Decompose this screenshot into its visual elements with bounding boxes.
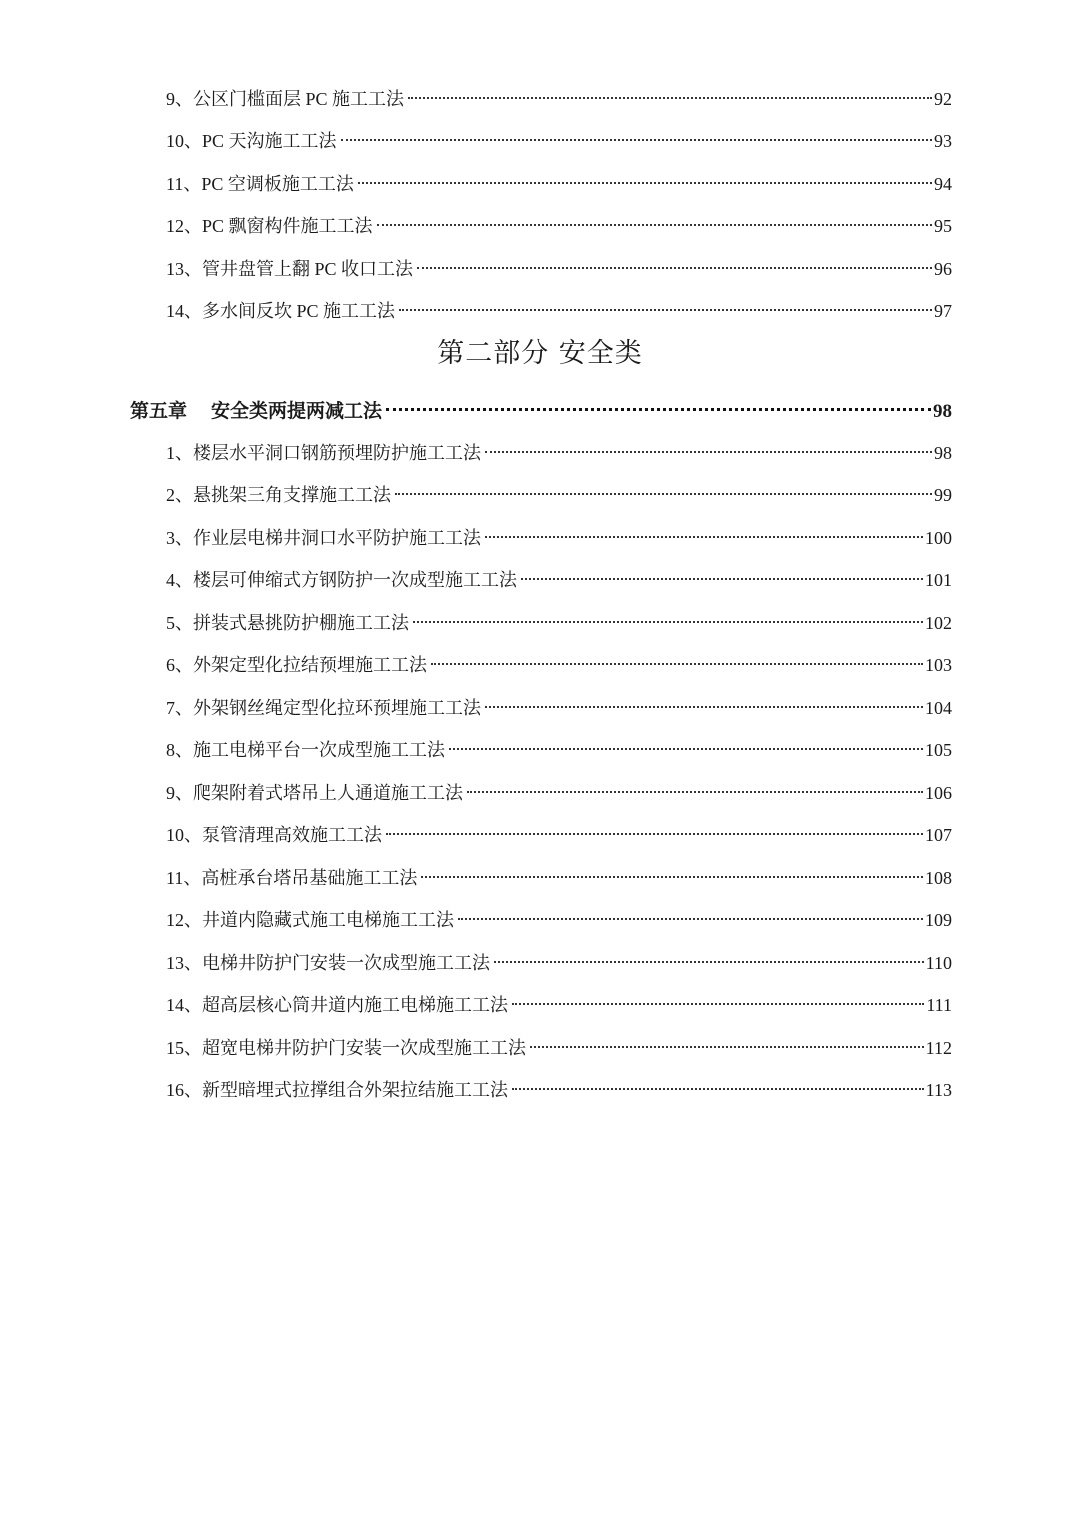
toc-entry-page: 106 [925, 783, 952, 803]
toc-entry[interactable] [166, 690, 952, 720]
toc-entry-title: 8、施工电梯平台一次成型施工工法 [166, 740, 445, 760]
dot-leader [408, 81, 932, 105]
toc-entry-page: 94 [934, 174, 952, 194]
dot-leader [399, 293, 932, 317]
toc-entry-page: 102 [925, 613, 952, 633]
toc-entry[interactable] [166, 435, 952, 465]
toc-entry-page: 96 [934, 259, 952, 279]
toc-entry[interactable] [166, 732, 952, 762]
dot-leader [512, 1072, 924, 1096]
toc-entry-title: 4、楼层可伸缩式方钢防护一次成型施工工法 [166, 570, 517, 590]
toc-entry-title: 13、电梯井防护门安装一次成型施工工法 [166, 953, 490, 973]
toc-entry-page: 100 [925, 528, 952, 548]
dot-leader [485, 520, 923, 544]
dot-leader [458, 902, 923, 926]
toc-entry-title: 10、PC 天沟施工工法 [166, 131, 337, 151]
toc-entry-page: 101 [925, 570, 952, 590]
chapter-page: 98 [933, 401, 952, 422]
toc-entry-title: 9、爬架附着式塔吊上人通道施工工法 [166, 783, 463, 803]
toc-entry[interactable] [166, 477, 952, 507]
chapter-title: 安全类两提两减工法 [211, 401, 383, 422]
toc-entry-title: 14、多水间反坎 PC 施工工法 [166, 301, 396, 321]
toc-entry-title: 16、新型暗埋式拉撑组合外架拉结施工工法 [166, 1080, 508, 1100]
toc-entry[interactable] [166, 987, 952, 1017]
toc-entry[interactable] [166, 293, 952, 323]
toc-entry-title: 10、泵管清理高效施工工法 [166, 825, 382, 845]
toc-entry[interactable] [166, 81, 952, 111]
toc-entry[interactable] [166, 1072, 952, 1102]
toc-entry-title: 3、作业层电梯井洞口水平防护施工工法 [166, 528, 481, 548]
toc-entry-title: 1、楼层水平洞口钢筋预埋防护施工工法 [166, 443, 481, 463]
dot-leader [449, 732, 923, 756]
dot-leader [467, 775, 923, 799]
toc-entry-page: 110 [925, 953, 952, 973]
chapter-number: 第五章 [130, 401, 188, 422]
dot-leader [530, 1030, 924, 1054]
toc-entry-page: 103 [925, 655, 952, 675]
dot-leader [485, 690, 923, 714]
toc-entry-page: 99 [934, 485, 952, 505]
toc-entry[interactable] [166, 775, 952, 805]
dot-leader [485, 435, 932, 459]
toc-entry-title: 7、外架钢丝绳定型化拉环预埋施工工法 [166, 698, 481, 718]
toc-entry-title: 5、拼装式悬挑防护棚施工工法 [166, 613, 409, 633]
toc-entry[interactable] [166, 562, 952, 592]
toc-entry-page: 104 [925, 698, 952, 718]
dot-leader [494, 945, 924, 969]
toc-entry-title: 13、管井盘管上翻 PC 收口工法 [166, 259, 414, 279]
toc-entry-page: 92 [934, 89, 952, 109]
toc-entry-page: 93 [934, 131, 952, 151]
dot-leader [431, 647, 923, 671]
toc-entry-page: 112 [925, 1038, 952, 1058]
toc-entry-title: 14、超高层核心筒井道内施工电梯施工工法 [166, 995, 508, 1015]
toc-entry-page: 98 [934, 443, 952, 463]
toc-entry[interactable] [166, 208, 952, 238]
chapter-title-group [130, 400, 386, 424]
toc-entry-title: 11、高桩承台塔吊基础施工工法 [166, 868, 418, 888]
dot-leader [521, 562, 923, 586]
toc-entry[interactable] [166, 520, 952, 550]
dot-leader [377, 208, 932, 232]
dot-leader [417, 251, 932, 275]
dot-leader [421, 860, 923, 884]
toc-entry-title: 12、PC 飘窗构件施工工法 [166, 216, 373, 236]
dot-leader [395, 477, 932, 501]
toc-entry[interactable] [166, 902, 952, 932]
toc-entry-page: 109 [925, 910, 952, 930]
toc-entry-page: 95 [934, 216, 952, 236]
toc-entry-page: 97 [934, 301, 952, 321]
toc-entry[interactable] [166, 166, 952, 196]
toc-entry-title: 6、外架定型化拉结预埋施工工法 [166, 655, 427, 675]
toc-entry[interactable] [166, 647, 952, 677]
toc-entry[interactable] [166, 251, 952, 281]
toc-entry-title: 9、公区门槛面层 PC 施工工法 [166, 89, 405, 109]
dot-leader [512, 987, 924, 1011]
toc-entry-page: 107 [925, 825, 952, 845]
toc-entry[interactable] [166, 1030, 952, 1060]
toc-entry-page: 108 [925, 868, 952, 888]
dot-leader [358, 166, 932, 190]
toc-entry[interactable] [166, 945, 952, 975]
toc-entry-title: 2、悬挑架三角支撑施工工法 [166, 485, 391, 505]
toc-entry[interactable] [166, 605, 952, 635]
toc-chapter-entry[interactable] [130, 393, 952, 424]
toc-entry[interactable] [166, 860, 952, 890]
dot-leader [413, 605, 923, 629]
toc-entry-title: 12、井道内隐藏式施工电梯施工工法 [166, 910, 454, 930]
toc-entry[interactable] [166, 817, 952, 847]
dot-leader [386, 817, 923, 841]
toc-entry-page: 105 [925, 740, 952, 760]
dot-leader [386, 393, 931, 417]
toc-entry-page: 111 [926, 995, 952, 1015]
toc-entry-title: 15、超宽电梯井防护门安装一次成型施工工法 [166, 1038, 526, 1058]
toc-entry-page: 113 [925, 1080, 952, 1100]
toc-entry[interactable] [166, 123, 952, 153]
toc-entry-title: 11、PC 空调板施工工法 [166, 174, 354, 194]
part-heading: 第二部分 安全类 [437, 338, 643, 369]
dot-leader [341, 123, 932, 147]
